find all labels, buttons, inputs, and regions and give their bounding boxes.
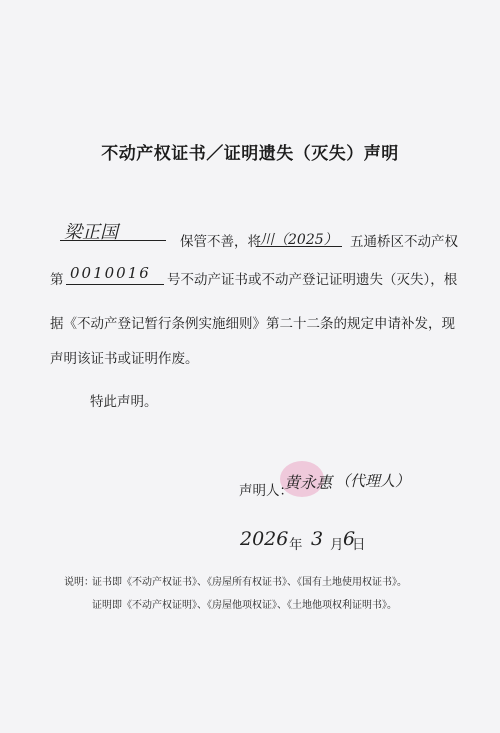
- di-label: 第: [50, 272, 64, 288]
- line3-text: 据《不动产登记暂行条例实施细则》第二十二条的规定申请补发，现: [50, 316, 455, 332]
- cert-number-underline: [66, 284, 164, 285]
- signer-label: 声明人：: [239, 483, 293, 499]
- year-label: 年: [289, 537, 303, 553]
- day-label: 日: [352, 537, 366, 553]
- page-title: 不动产权证书／证明遗失（灭失）声明: [101, 144, 399, 164]
- handwritten-signer: 黄永惠: [284, 473, 333, 492]
- note-label: 说明：: [64, 577, 94, 588]
- line4-text: 声明该证书或证明作废。: [50, 351, 199, 367]
- note-line2: 证明即《不动产权证明》、《房屋他项权证》、《土地他项权利证明书》。: [92, 600, 397, 611]
- handwritten-year: 2026: [240, 528, 289, 550]
- line1-text: 保管不善，将: [180, 234, 261, 250]
- note-line1: 证书即《不动产权证书》、《房屋所有权证书》、《国有土地使用权证书》。: [92, 577, 407, 588]
- cert-prefix-underline: [256, 246, 342, 247]
- name-underline: [60, 240, 166, 241]
- handwritten-cert-prefix: 川（2025）: [260, 232, 338, 248]
- handwritten-month: 3: [311, 528, 324, 550]
- closing-text: 特此声明。: [90, 394, 158, 410]
- cert-place: 五通桥区不动产权: [350, 234, 458, 250]
- month-label: 月: [330, 537, 344, 553]
- handwritten-day: 6: [343, 528, 356, 550]
- handwritten-name: 梁正国: [64, 222, 118, 243]
- handwritten-agent: （代理人）: [335, 472, 411, 490]
- line2-text: 号不动产证书或不动产登记证明遗失（灭失），根: [167, 272, 458, 288]
- handwritten-cert-number: 0010016: [70, 264, 151, 282]
